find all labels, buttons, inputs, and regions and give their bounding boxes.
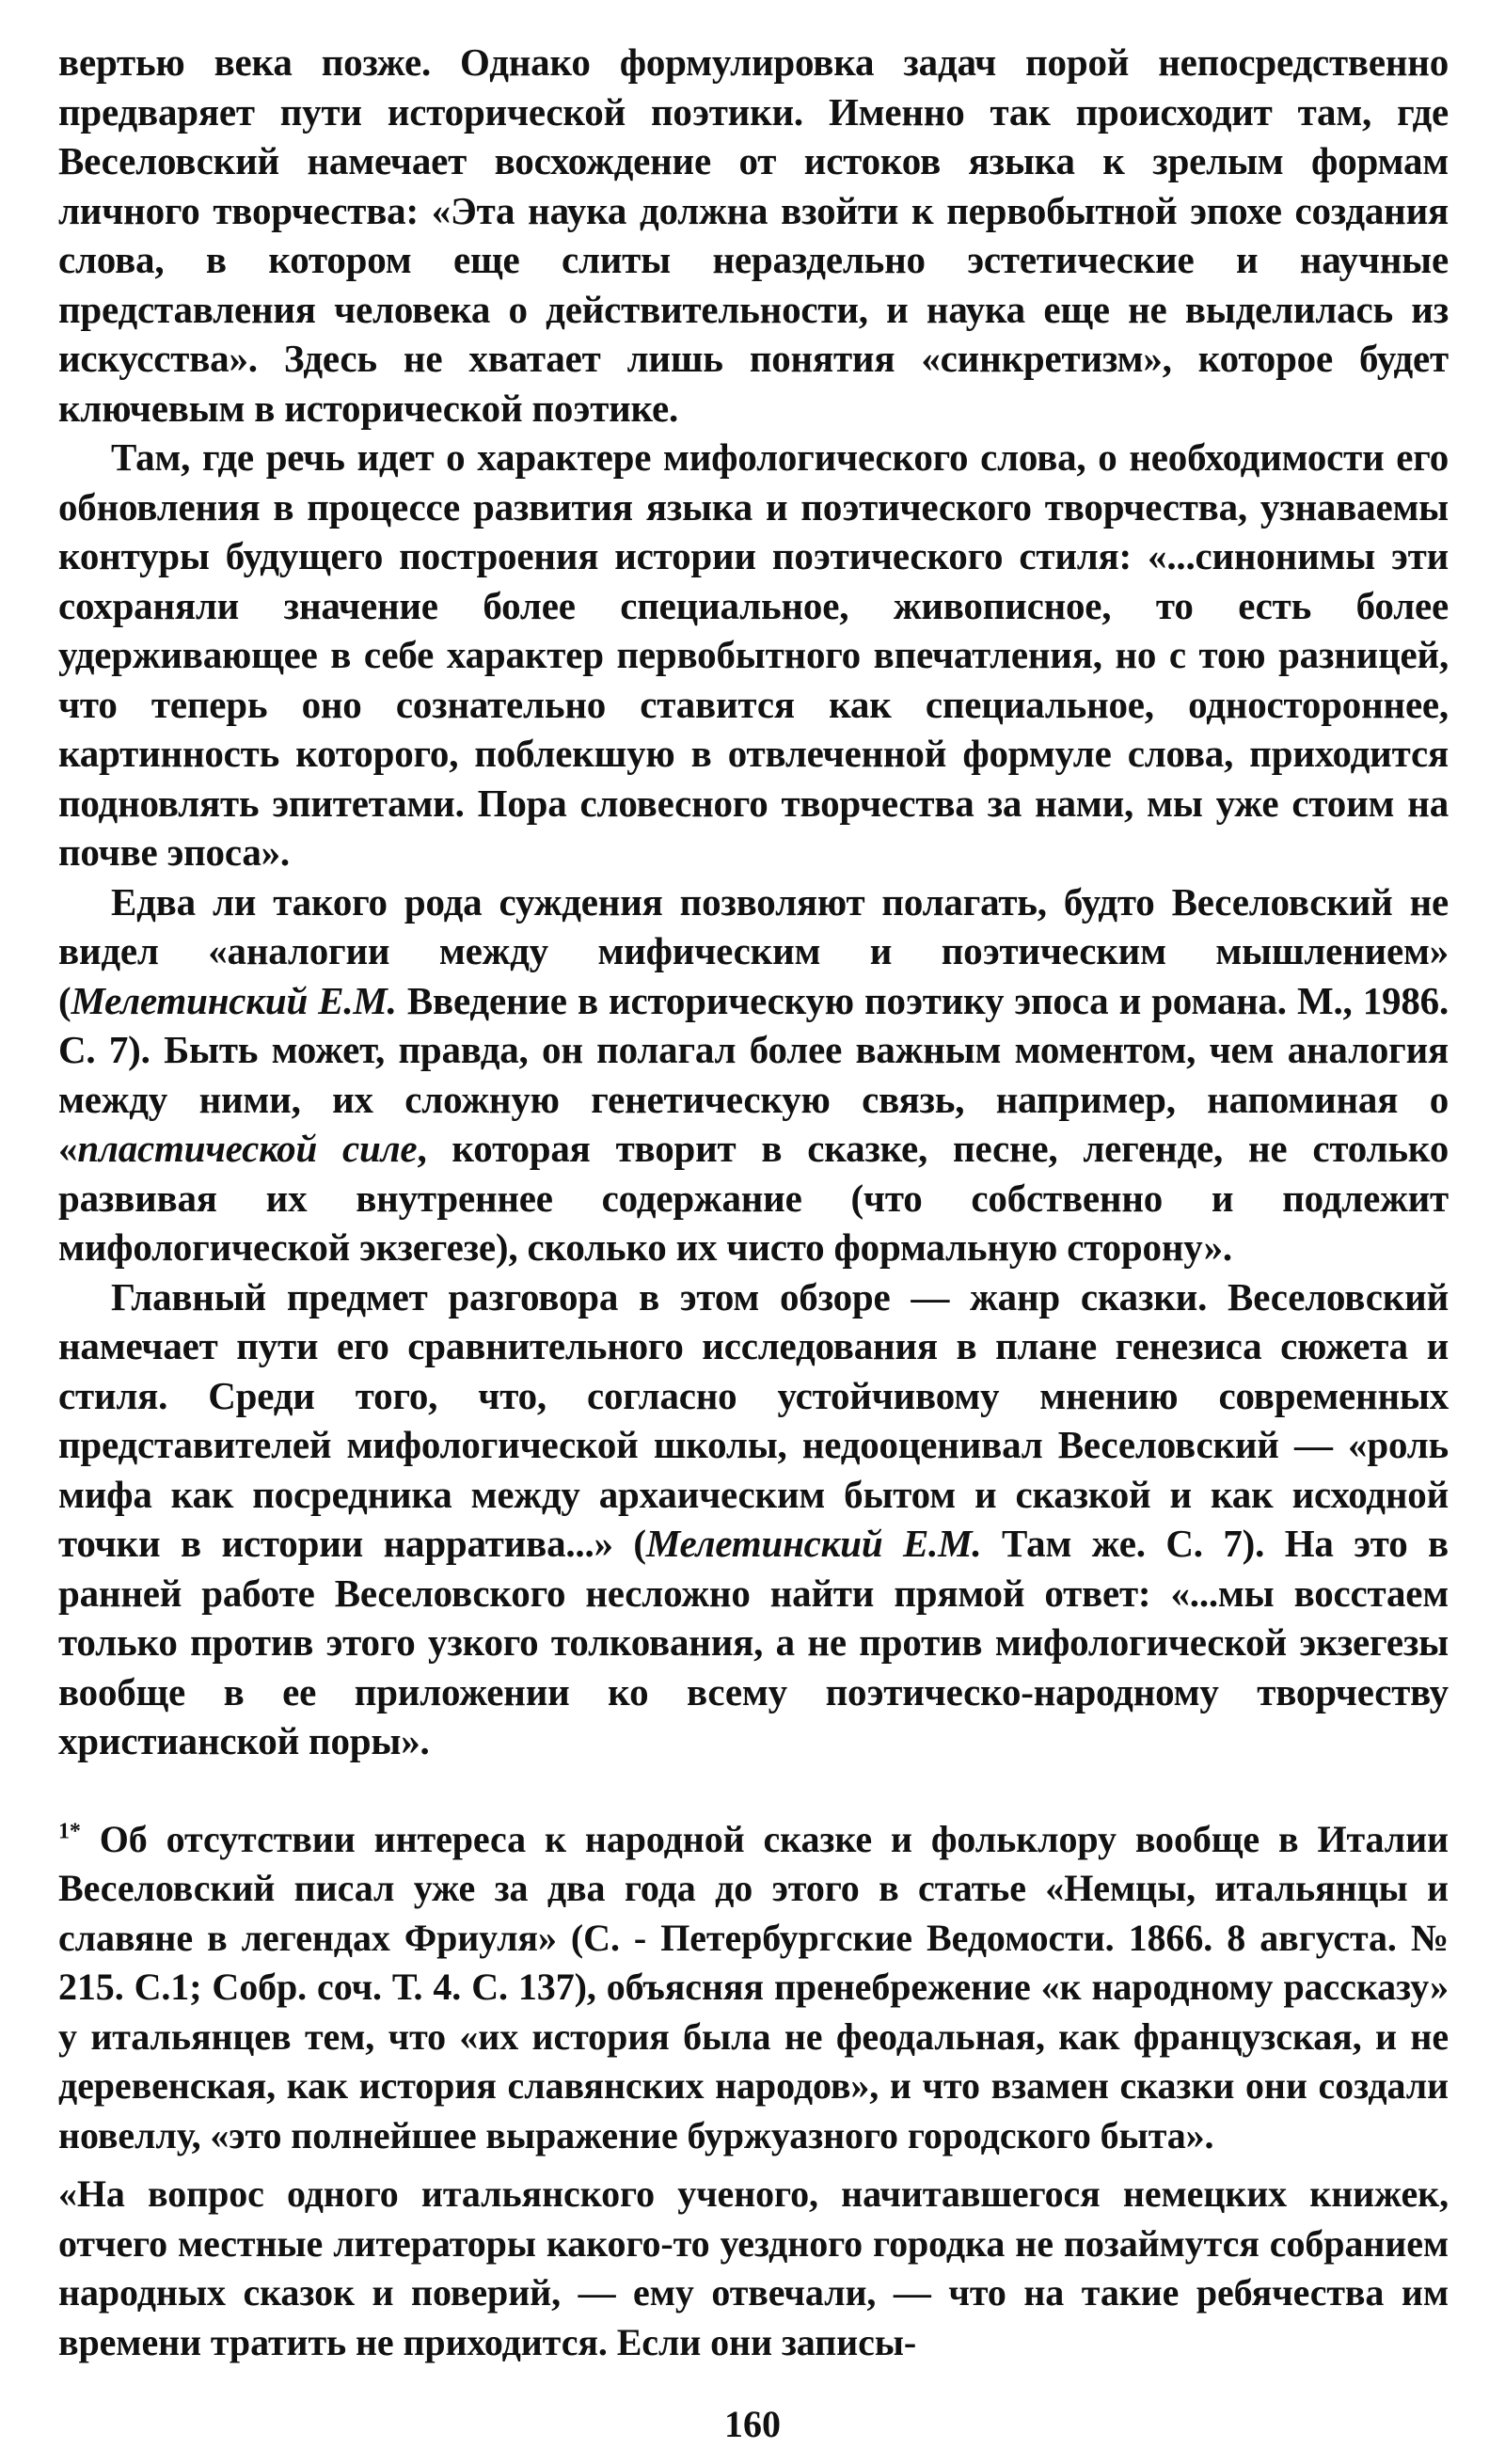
- page-body: [58, 38, 1449, 2367]
- paragraph-3: [58, 877, 1449, 1272]
- footnote-marker: 1*: [58, 1819, 81, 1844]
- paragraph-4-part-b: Там же. С. 7). На это в ранней работе Веселовского несложно найти прямой ответ: «...мы восстаем только против этого узкого толкования, а не против мифологической экзегезы вообще в ее приложении ко всему поэтическо-народному творчеству христианской поры».: [58, 1522, 1449, 1762]
- footnote-1: [58, 1815, 1449, 2161]
- citation-author: Мелетинский Е.М.: [71, 978, 397, 1022]
- footnotes: [58, 1815, 1449, 2368]
- main-text: [58, 38, 1449, 1766]
- paragraph-3-part-a: Едва ли такого рода суждения позволяют полагать, будто Веселовский не видел «аналогии между мифическим и поэтическим мышлением» (: [58, 879, 1449, 1022]
- footnote-1-continued: «На вопрос одного итальянского ученого, начитавшегося немецких книжек, отчего местные литераторы какого-то уездного городка не позаймутся собранием народных сказок и поверий, — ему отвечали, — что на такие ребячества им времени тратить не приходится. Если они записы-: [58, 2172, 1449, 2363]
- page-number: 160: [724, 2403, 781, 2445]
- paragraph-4-part-a: Главный предмет разговора в этом обзоре — жанр сказки. Веселовский намечает пути его сравнительного исследования в плане генезиса сюжета и стиля. Среди того, что, согласно устойчивому мнению современных представителей мифологической школы, недооценивал Веселовский — «роль мифа как посредника между архаическим бытом и сказкой и как исходной точки в истории нарратива...» (: [58, 1274, 1449, 1565]
- italic-quote: пластической силе: [77, 1127, 418, 1170]
- paragraph-3-part-b: Введение в историческую поэтику эпоса и романа. М., 1986. С. 7). Быть может, правда, он полагал более важным моментом, чем аналогия между ними, их сложную генетическую связь, например, напоминая о «: [58, 978, 1449, 1170]
- paragraph-2: Там, где речь идет о характере мифологического слова, о необходимости его обновления в процессе развития языка и поэтического творчества, узнаваемы контуры будущего построения истории поэтического стиля: «...синонимы эти сохраняли значение более специальное, живописное, то есть более удерживающее в себе характер первобытного впечатления, но с тою разницей, что теперь оно сознательно ставится как специальное, одностороннее, картинность которого, поблекшую в отвлеченной формуле слова, приходится подновлять эпитетами. Пора словесного творчества за нами, мы уже стоим на почве эпоса».: [58, 435, 1449, 874]
- paragraph-3-part-c: , которая творит в сказке, песне, легенде, не столько развивая их внутреннее содержание (что собственно и подлежит мифологической экзегезе), сколько их чисто формальную сторону».: [58, 1127, 1449, 1269]
- paragraph-4: [58, 1272, 1449, 1766]
- paragraph-1: вертью века позже. Однако формулировка задач порой непосредственно предваряет пути исторической поэтики. Именно так происходит там, где Веселовский намечает восхождение от истоков языка к зрелым формам личного творчества: «Эта наука должна взойти к первобытной эпохе создания слова, в котором еще слиты нераздельно эстетические и научные представления человека о действительности, и наука еще не выделилась из искусства». Здесь не хватает лишь понятия «синкретизм», которое будет ключевым в исторической поэтике.: [58, 40, 1449, 430]
- footnote-1-text: Об отсутствии интереса к народной сказке и фольклору вообще в Италии Веселовский писал уже за два года до этого в статье «Немцы, итальянцы и славяне в легендах Фриуля» (С. - Петербургские Ведомости. 1866. 8 августа. № 215. С.1; Собр. соч. Т. 4. С. 137), объясняя пренебрежение «к народному рассказу» у итальянцев тем, что «их история была не феодальная, как французская, и не деревенская, как история славянских народов», и что взамен сказки они создали новеллу, «это полнейшее выражение буржуазного городского быта».: [58, 1817, 1449, 2156]
- citation-author: Мелетинский Е.М.: [645, 1522, 982, 1565]
